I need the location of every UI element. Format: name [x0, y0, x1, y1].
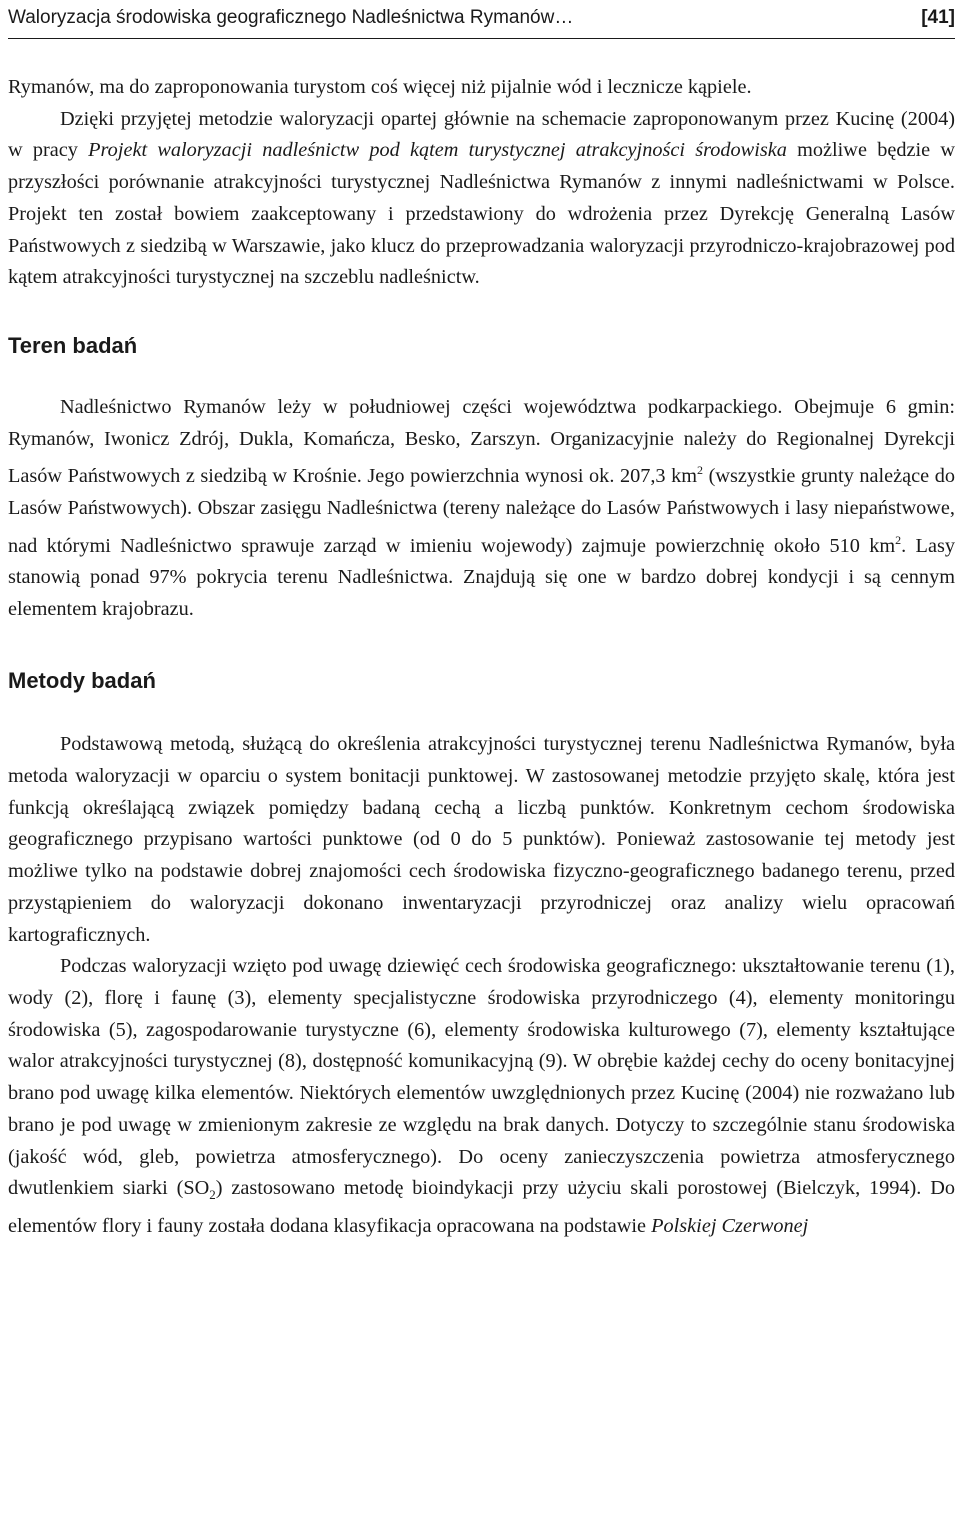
paragraph-text: Rymanów, ma do zaproponowania turystom coś więcej niż pijalnie wód i lecznicze kąpiele. [8, 76, 752, 98]
cited-work-title: Polskiej Czerwonej [651, 1214, 809, 1237]
running-header [8, 2, 955, 33]
header-divider [8, 38, 955, 39]
section-heading-metody: Metody badań [8, 668, 156, 694]
page-number: [41] [921, 6, 955, 28]
subscript: 2 [209, 1187, 216, 1203]
paragraph-text: . Lasy stanowią ponad 97% pokrycia terenu Nadleśnictwa. Znajdują się one w bardzo dobrej kondycji i są cennym elementem krajobrazu. [8, 534, 955, 620]
paragraph-text: możliwe będzie w przyszłości porównanie atrakcyjności turystycznej Nadleśnictwa Rymanów z innymi nadleśnictwami w Polsce. Projekt ten został bowiem zaakceptowany i przedstawiony do wdrożenia przez Dyrekcję Generalną Lasów Państwowych z siedzibą w Warszawie, jako klucz do przeprowadzania waloryzacji przyrodniczo-krajobrazowej pod kątem atrakcyjności turystycznej na szczeblu nadleśnictw. [8, 139, 955, 289]
superscript: 2 [697, 463, 704, 478]
section-heading-teren: Teren badań [8, 332, 138, 358]
paragraph-metody-1 [8, 729, 955, 951]
running-title: Waloryzacja środowiska geograficznego Nadleśnictwa Rymanów… [8, 6, 574, 28]
paragraph-text: Nadleśnictwo Rymanów leży w południowej części województwa podkarpackiego. Obejmuje 6 gmin: Rymanów, Iwonicz Zdrój, Dukla, Komańcza, Besko, Zarszyn. Organizacyjnie należy do Regionalnej Dyrekcji Lasów Państwowych z siedzibą w Krośnie. Jego powierzchnia wynosi ok. 207,3 km [8, 395, 955, 488]
paragraph-text: (wszystkie grunty należące do Lasów Państwowych). Obszar zasięgu Nadleśnictwa (tereny należące do Lasów Państwowych i lasy niepaństwowe, nad którymi Nadleśnictwo sprawuje zarząd w imieniu wojewody) zajmuje powierzchnię około 510 km [8, 465, 955, 557]
paragraph-method-intro [8, 104, 955, 294]
body-text [8, 72, 955, 1243]
paragraph-text: ) zastosowano metodę bioindykacji przy użyciu skali porostowej (Bielczyk, 1994). Do elementów flory i fauny została dodana klasyfikacja opracowana na podstawie [8, 1177, 955, 1237]
paragraph-teren [8, 392, 955, 625]
cited-work-title: Projekt waloryzacji nadleśnictw pod kątem turystycznej atrakcyjności środowiska [88, 139, 787, 162]
paragraph-text: Podstawową metodą, służącą do określenia atrakcyjności turystycznej terenu Nadleśnictwa Rymanów, była metoda waloryzacji w oparciu o system bonitacji punktowej. W zastosowanej metodzie przyjęto skalę, która jest funkcją określającą związek pomiędzy badaną cechą a liczbą punktów. Konkretnym cechom środowiska geograficznego przypisano wartości punktowe (od 0 do 5 punktów). Ponieważ zastosowanie tej metody jest możliwe tylko na podstawie dobrej znajomości cech środowiska fizyczno-geograficznego badanego terenu, przed przystąpieniem do waloryzacji dokonano inwentaryzacji przyrodniczej oraz analizy wielu opracowań kartograficznych. [8, 733, 955, 946]
paragraph-metody-2 [8, 951, 955, 1242]
paragraph-text: Podczas waloryzacji wzięto pod uwagę dziewięć cech środowiska geograficznego: ukształtowanie terenu (1), wody (2), florę i faunę (3), elementy specjalistyczne środowiska przyrodniczego (4), elementy monitoringu środowiska (5), zagospodarowanie turystyczne (6), elementy środowiska kulturowego (7), elementy kształtujące walor atrakcyjności turystycznej (8), dostępność komunikacyjną (9). W obrębie każdej cechy do oceny bonitacyjnej brano pod uwagę kilka elementów. Niektórych elementów uwzględnionych przez Kucinę (2004) nie rozważano lub brano je pod uwagę w zmienionym zakresie ze względu na brak danych. Dotyczy to szczególnie stanu środowiska (jakość wód, gleb, powietrza atmosferycznego). Do oceny zanieczyszczenia powietrza atmosferycznego dwutlenkiem siarki (SO [8, 955, 955, 1200]
paragraph-continuation [8, 72, 955, 104]
paragraph-text: Dzięki przyjętej metodzie waloryzacji opartej głównie na schemacie zaproponowanym przez Kucinę (2004) w pracy [8, 107, 955, 162]
superscript: 2 [895, 532, 902, 547]
